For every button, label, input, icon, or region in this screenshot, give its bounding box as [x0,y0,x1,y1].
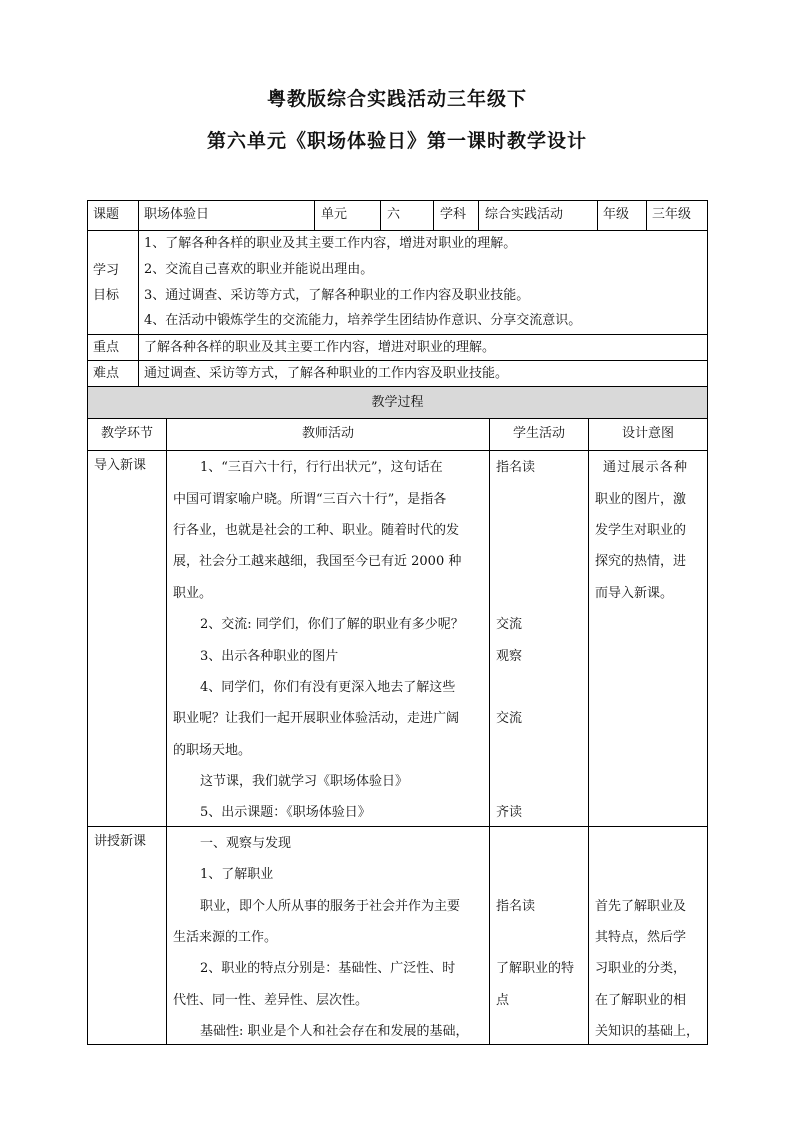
section1-intent-line: 职业的图片，激 [595,492,687,507]
section1-intent-line: 通过展示各种 [603,460,689,475]
goal-item: 2、交流自己喜欢的职业并能说出理由。 [144,262,374,277]
section2-teacher-line: 1、了解职业 [200,867,274,882]
section1-teacher-line: 展，社会分工越来越细，我国至今已有近 2000 种 [173,554,462,569]
section1-student-item: 交流 [496,711,523,726]
section1-teacher-line: 行各业，也就是社会的工种、职业。随着时代的发 [173,523,460,538]
key-point-text: 了解各种各样的职业及其主要工作内容，增进对职业的理解。 [144,340,496,355]
section1-student-item: 齐读 [496,805,523,820]
section2-teacher-line: 代性、同一性、差异性、层次性。 [173,993,369,1008]
column-teacher: 教师活动 [301,426,354,441]
section2-teacher-line: 生活来源的工作。 [173,930,278,945]
section1-teacher-line: 职业呢？让我们一起开展职业体验活动，走进广阔 [173,711,460,726]
difficulty-text: 通过调查、采访等方式，了解各种职业的工作内容及职业技能。 [144,366,509,381]
section2-teacher-line: 2、职业的特点分别是：基础性、广泛性、时 [200,961,456,976]
section1-teacher-line: 职业。 [173,586,213,601]
section2-intent-line: 习职业的分类， [595,961,687,976]
section1-teacher-line: 的职场天地。 [173,743,252,758]
goals-label-1: 学习 [93,263,120,278]
document-subtitle: 第六单元《职场体验日》第一课时教学设计 [206,130,587,152]
column-stage: 教学环节 [100,426,153,441]
grade-value: 三年级 [652,207,692,222]
grade-label: 年级 [603,207,630,222]
section2-stage: 讲授新课 [94,834,147,849]
goal-item: 3、通过调查、采访等方式，了解各种职业的工作内容及职业技能。 [144,288,530,303]
document-title: 粤教版综合实践活动三年级下 [266,88,527,110]
subject-value: 综合实践活动 [485,207,564,222]
key-point-label: 重点 [93,340,120,355]
section1-student-item: 观察 [496,649,523,664]
goal-item: 1、了解各种各样的职业及其主要工作内容，增进对职业的理解。 [144,236,517,251]
section1-teacher-line: 中国可谓家喻户晓。所谓“三百六十行”，是指各 [173,492,447,507]
difficulty-label: 难点 [93,366,120,381]
section1-teacher-line: 5、出示课题：《职场体验日》 [200,805,371,820]
section1-student-item: 交流 [496,617,523,632]
column-intent: 设计意图 [621,426,674,441]
goals-label-2: 目标 [93,288,120,303]
process-header: 教学过程 [371,395,424,410]
section2-teacher-line: 基础性: 职业是个人和社会存在和发展的基础， [200,1024,469,1039]
section1-intent-line: 发学生对职业的 [595,523,687,538]
section2-intent-line: 首先了解职业及 [595,899,687,914]
unit-label: 单元 [321,207,348,222]
section2-student-item: 指名读 [496,899,536,914]
section2-intent-line: 关知识的基础上， [595,1024,700,1039]
section1-intent-line: 而导入新课。 [595,586,674,601]
lesson-label: 课题 [93,207,120,222]
section1-teacher-line: 3、出示各种职业的图片 [200,649,339,664]
subject-label: 学科 [440,207,467,222]
section2-teacher-line: 职业，即个人所从事的服务于社会并作为主要 [200,899,461,914]
goal-item: 4、在活动中锻炼学生的交流能力，培养学生团结协作意识、分享交流意识。 [144,313,582,328]
section1-stage: 导入新课 [94,458,147,473]
column-student: 学生活动 [512,426,565,441]
section2-intent-line: 在了解职业的相 [595,993,687,1008]
section1-teacher-line: 1、“三百六十行，行行出状元”，这句话在 [200,460,443,475]
section2-student-item: 了解职业的特 [496,961,575,976]
section2-teacher-line: 一、观察与发现 [200,836,292,851]
section1-teacher-line: 2、交流: 同学们，你们了解的职业有多少呢？ [200,617,464,632]
section1-student-item: 指名读 [496,460,536,475]
section1-teacher-line: 这节课，我们就学习《职场体验日》 [200,774,409,789]
lesson-value: 职场体验日 [144,207,210,222]
unit-value: 六 [387,207,401,222]
section1-intent-line: 探究的热情，进 [595,554,687,569]
section1-teacher-line: 4、同学们，你们有没有更深入地去了解这些 [200,680,456,695]
section2-intent-line: 其特点，然后学 [595,930,687,945]
section2-student-item: 点 [496,993,510,1008]
